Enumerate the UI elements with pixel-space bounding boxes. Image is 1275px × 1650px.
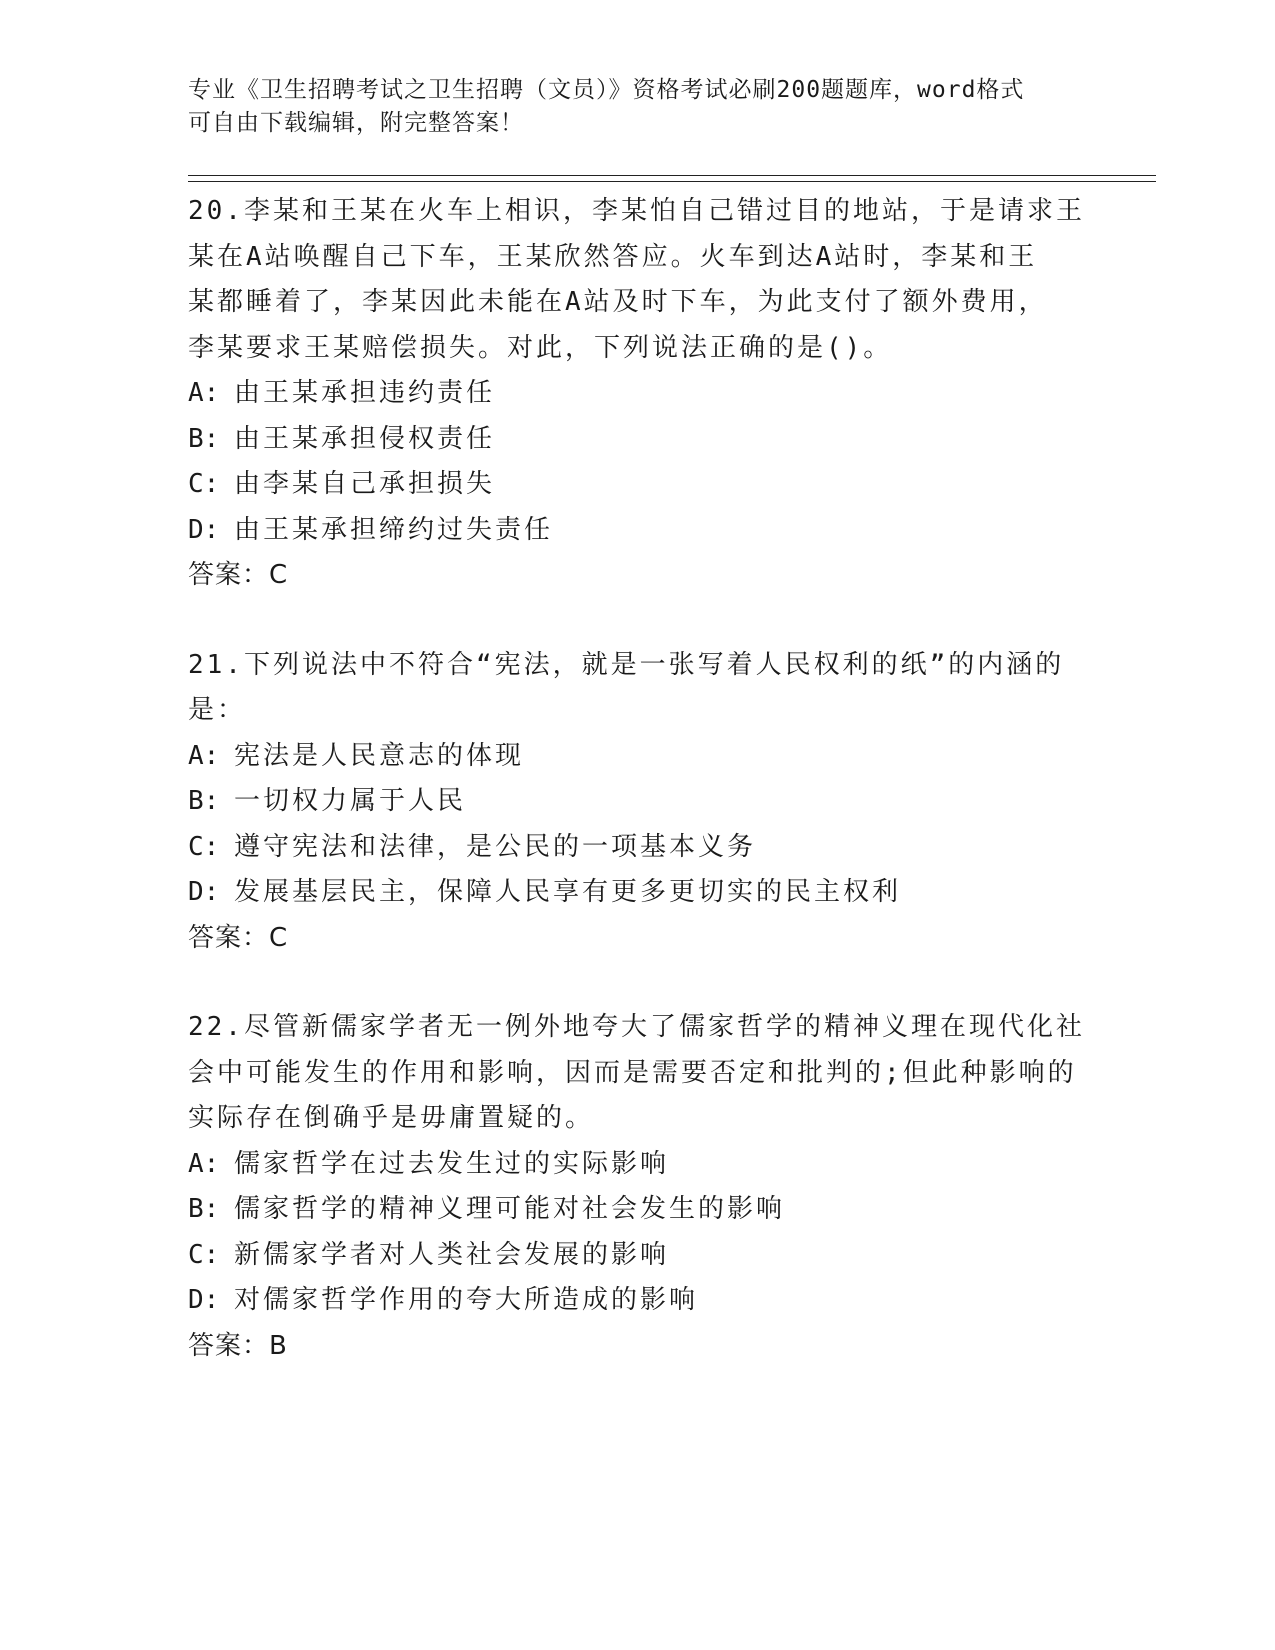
question-stem — [188, 1005, 1088, 1142]
option-c — [188, 825, 1088, 871]
stem-line: 实际存在倒确乎是毋庸置疑的。 — [188, 1103, 595, 1133]
option-text: 儒家哲学的精神义理可能对社会发生的影响 — [234, 1194, 786, 1224]
option-b — [188, 1187, 1088, 1233]
stem-line: 李某要求王某赔偿损失。对此，下列说法正确的是()。 — [188, 332, 893, 363]
option-b — [188, 779, 1088, 825]
option-a — [188, 371, 1088, 417]
question-stem — [188, 189, 1088, 371]
header-divider-top — [188, 175, 1156, 176]
header-divider-bottom — [188, 181, 1156, 182]
stem-line: 是： — [188, 695, 247, 725]
stem-line: 某在A站唤醒自己下车，王某欣然答应。火车到达A站时，李某和王 — [188, 241, 1038, 272]
question-22 — [188, 1005, 1088, 1369]
option-text: 由王某承担缔约过失责任 — [234, 514, 554, 545]
question-20 — [188, 189, 1088, 599]
option-a — [188, 734, 1088, 780]
option-text: 由王某承担侵权责任 — [234, 423, 496, 454]
option-text: 对儒家哲学作用的夸大所造成的影响 — [234, 1285, 699, 1315]
stem-line: 某都睡着了，李某因此未能在A站及时下车，为此支付了额外费用， — [188, 287, 1048, 317]
stem-line: 22.尽管新儒家学者无一例外地夸大了儒家哲学的精神义理在现代化社 — [188, 1012, 1085, 1042]
option-letter: A: — [188, 378, 220, 408]
answer-line: 答案：C — [188, 560, 289, 590]
stem-line: 21.下列说法中不符合“宪法，就是一张写着人民权利的纸”的内涵的 — [188, 649, 1065, 680]
option-b — [188, 417, 1088, 463]
option-text: 发展基层民主，保障人民享有更多更切实的民主权利 — [234, 877, 902, 907]
option-letter: D: — [188, 877, 220, 907]
option-d — [188, 508, 1088, 554]
option-letter: A: — [188, 1148, 220, 1179]
option-letter: B: — [188, 423, 220, 454]
document-header — [188, 74, 1088, 140]
option-letter: C: — [188, 831, 220, 862]
option-letter: B: — [188, 786, 220, 816]
option-letter: C: — [188, 469, 220, 499]
header-line-1: 专业《卫生招聘考试之卫生招聘（文员）》资格考试必刷200题题库，word格式 — [188, 77, 1025, 103]
option-letter: A: — [188, 740, 220, 771]
option-text: 新儒家学者对人类社会发展的影响 — [234, 1239, 670, 1270]
option-text: 由王某承担违约责任 — [234, 378, 496, 408]
question-list — [188, 189, 1088, 1369]
option-letter: D: — [188, 1285, 220, 1315]
option-d — [188, 1278, 1088, 1324]
option-text: 儒家哲学在过去发生过的实际影响 — [234, 1148, 670, 1179]
stem-line: 会中可能发生的作用和影响，因而是需要否定和批判的;但此种影响的 — [188, 1057, 1077, 1088]
option-c — [188, 462, 1088, 508]
option-text: 遵守宪法和法律，是公民的一项基本义务 — [234, 831, 757, 862]
answer-line: 答案：B — [188, 1330, 288, 1361]
option-text: 一切权力属于人民 — [234, 786, 467, 816]
stem-line: 20.李某和王某在火车上相识，李某怕自己错过目的地站，于是请求王 — [188, 196, 1085, 226]
option-letter: B: — [188, 1194, 220, 1224]
option-c — [188, 1233, 1088, 1279]
question-21 — [188, 643, 1088, 962]
option-letter: D: — [188, 514, 220, 545]
option-d — [188, 870, 1088, 916]
option-text: 宪法是人民意志的体现 — [234, 740, 525, 771]
header-line-2: 可自由下载编辑，附完整答案！ — [188, 110, 524, 136]
question-stem — [188, 643, 1088, 734]
option-text: 由李某自己承担损失 — [234, 469, 496, 499]
answer-line: 答案：C — [188, 922, 289, 953]
option-letter: C: — [188, 1239, 220, 1270]
option-a — [188, 1142, 1088, 1188]
